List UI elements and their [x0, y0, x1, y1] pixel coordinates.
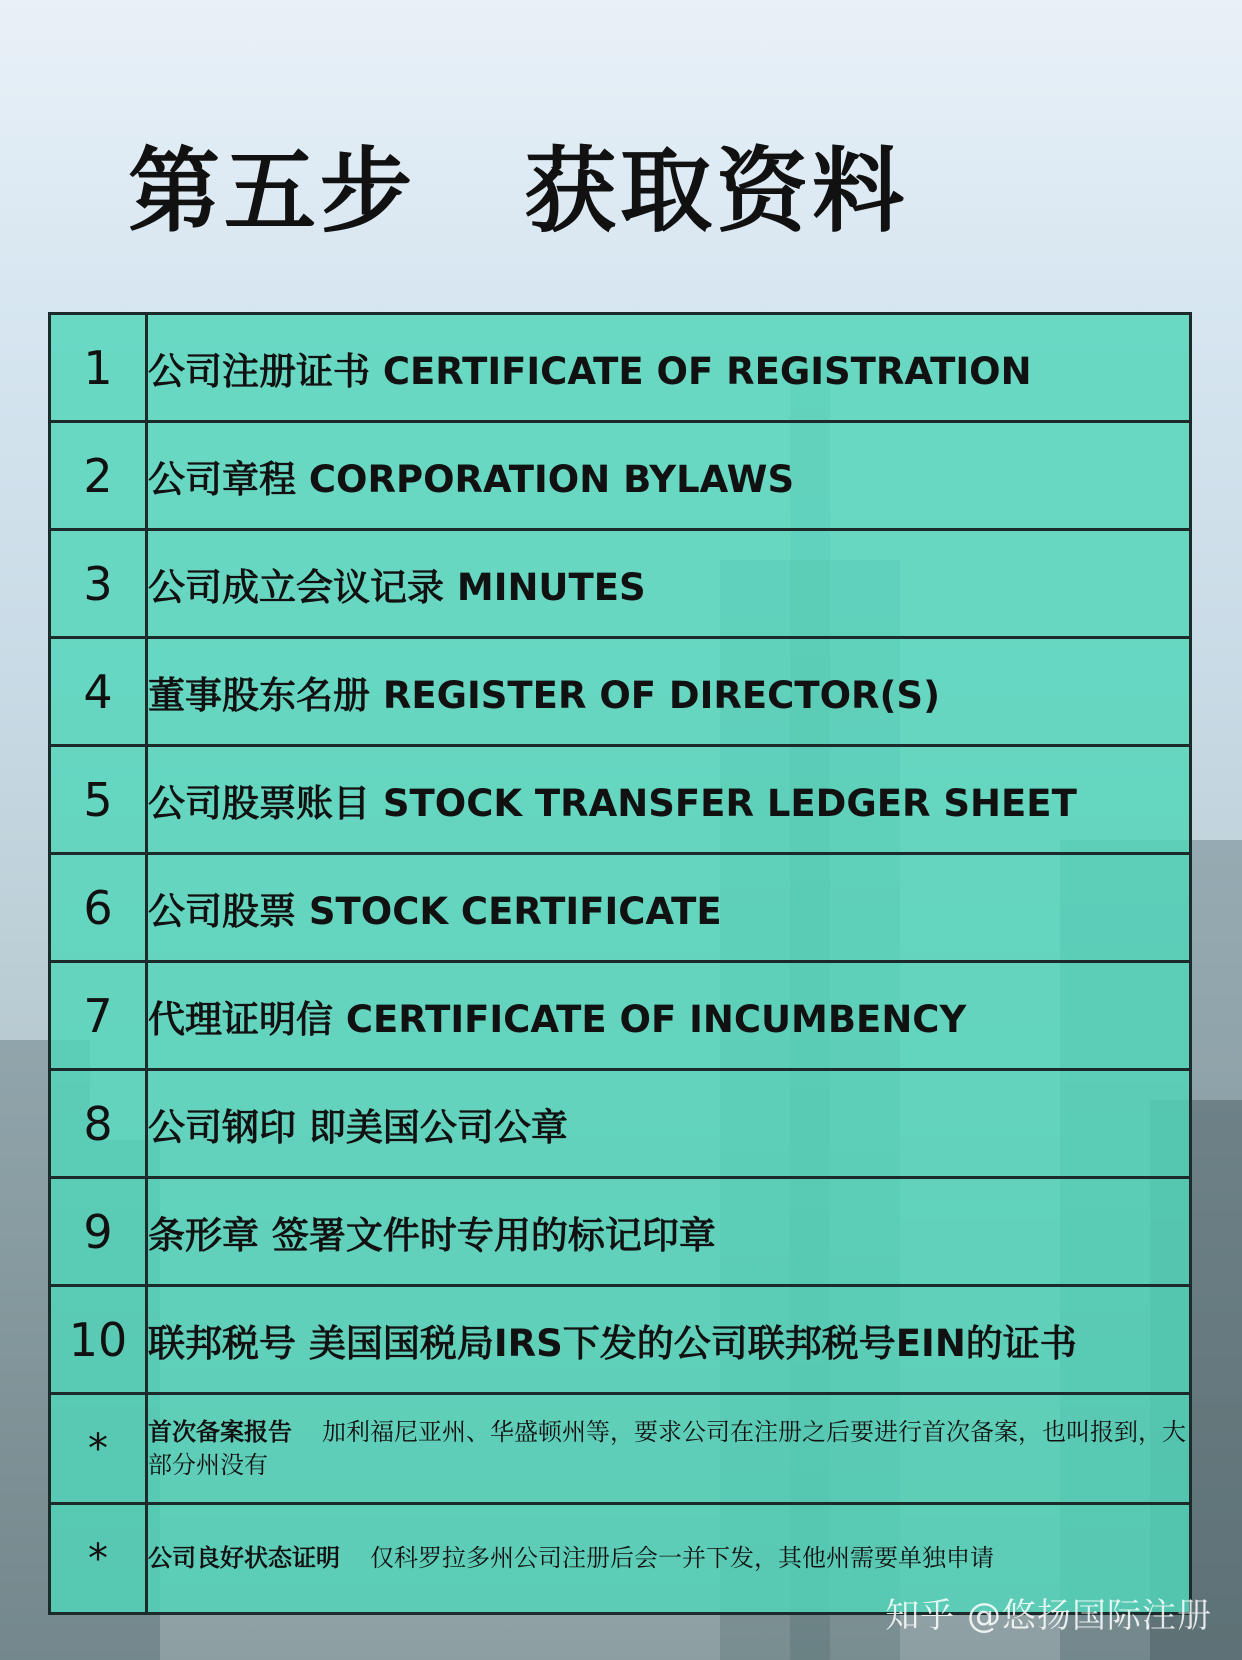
table-row [50, 1178, 1191, 1286]
row-description: 公司成立会议记录 MINUTES [147, 530, 1191, 638]
table-row [50, 530, 1191, 638]
row-description: 公司钢印 即美国公司公章 [147, 1070, 1191, 1178]
row-description: 条形章 签署文件时专用的标记印章 [147, 1178, 1191, 1286]
page-title: 第五步 获取资料 [128, 138, 909, 245]
row-description: 公司股票 STOCK CERTIFICATE [147, 854, 1191, 962]
note-text: 加利福尼亚州、华盛顿州等，要求公司在注册之后要进行首次备案，也叫报到，大部分州没有 [148, 1417, 1186, 1479]
note-heading: 首次备案报告 [148, 1417, 292, 1446]
row-description: 董事股东名册 REGISTER OF DIRECTOR(S) [147, 638, 1191, 746]
table-row [50, 962, 1191, 1070]
row-number: 2 [50, 422, 147, 530]
table-row [50, 1070, 1191, 1178]
row-number: 7 [50, 962, 147, 1070]
row-number: 9 [50, 1178, 147, 1286]
row-number: 1 [50, 314, 147, 422]
document-list-table [48, 312, 1192, 1615]
table-row [50, 854, 1191, 962]
note-row [50, 1394, 1191, 1504]
row-description: 公司股票账目 STOCK TRANSFER LEDGER SHEET [147, 746, 1191, 854]
row-description: 代理证明信 CERTIFICATE OF INCUMBENCY [147, 962, 1191, 1070]
row-number: 5 [50, 746, 147, 854]
table-row [50, 638, 1191, 746]
row-description: 公司章程 CORPORATION BYLAWS [147, 422, 1191, 530]
table-row [50, 314, 1191, 422]
note-content [147, 1394, 1191, 1504]
watermark-text: 知乎 @悠扬国际注册 [885, 1596, 1212, 1636]
table-row [50, 1286, 1191, 1394]
row-number: 6 [50, 854, 147, 962]
note-marker: * [50, 1394, 147, 1504]
row-description: 联邦税号 美国国税局IRS下发的公司联邦税号EIN的证书 [147, 1286, 1191, 1394]
note-marker: * [50, 1504, 147, 1614]
note-text: 仅科罗拉多州公司注册后会一并下发，其他州需要单独申请 [370, 1544, 994, 1572]
row-number: 8 [50, 1070, 147, 1178]
row-number: 3 [50, 530, 147, 638]
row-number: 4 [50, 638, 147, 746]
row-description: 公司注册证书 CERTIFICATE OF REGISTRATION [147, 314, 1191, 422]
table-row [50, 746, 1191, 854]
row-number: 10 [50, 1286, 147, 1394]
note-heading: 公司良好状态证明 [148, 1544, 340, 1572]
table-row [50, 422, 1191, 530]
